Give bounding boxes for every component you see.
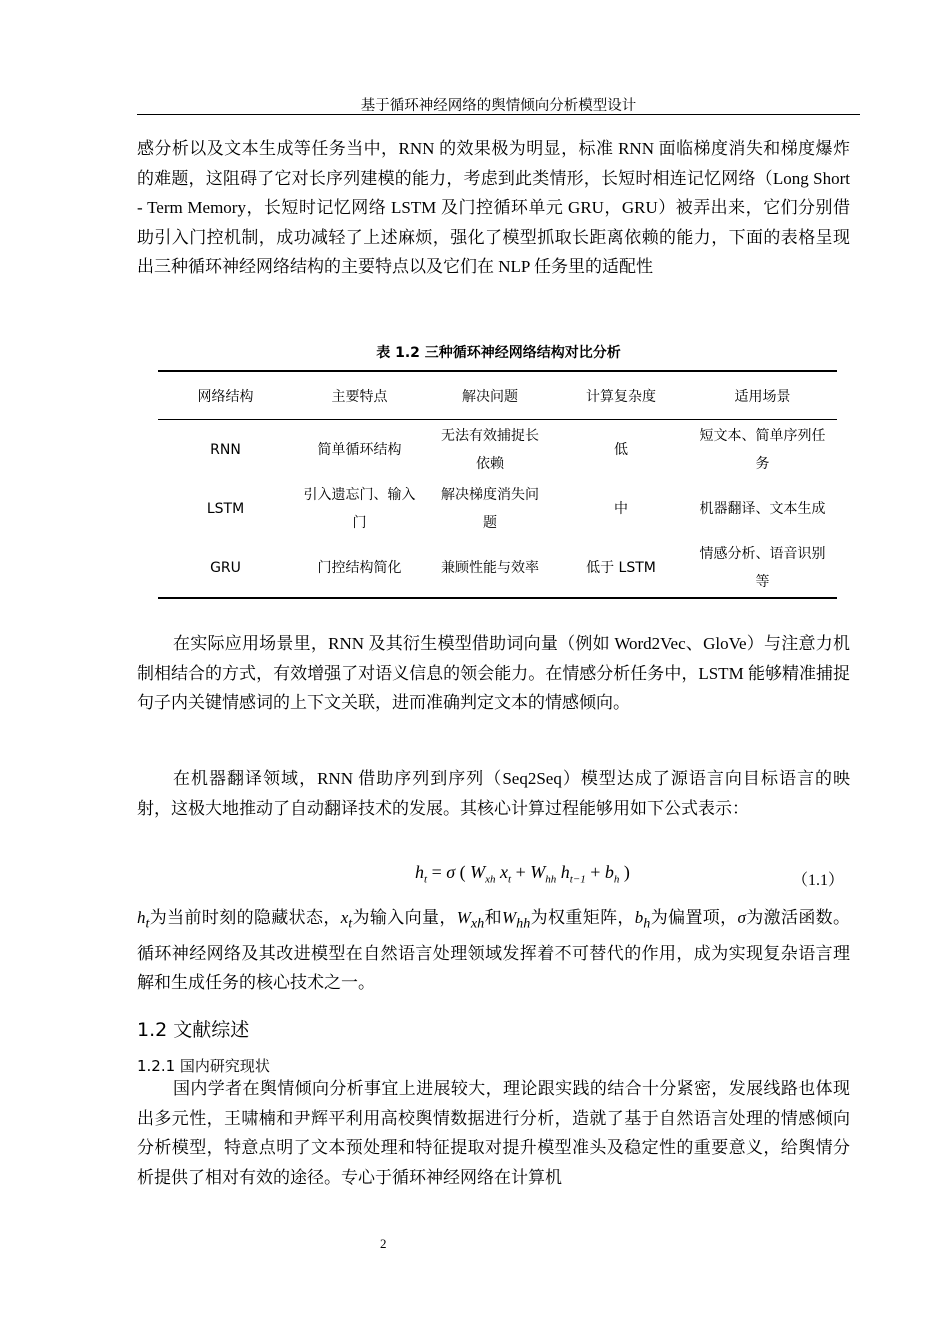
application-paragraph: 在实际应用场景里，RNN 及其衍生模型借助词向量（例如 Word2Vec、GloVe）与注意力机制相结合的方式，有效增强了对语义信息的领会能力。在情感分析任务中，LSTM 能够精准捕捉句子内关键情感词的上下文关联，进而准确判定文本的情感倾向。 (137, 634, 850, 712)
intro-paragraph: 感分析以及文本生成等任务当中，RNN 的效果极为明显，标准 RNN 面临梯度消失和梯度爆炸的难题，这阻碍了它对长序列建模的能力，考虑到此类情形，长短时相连记忆网络（Long Short - Term Memory，长短时记忆网络 LSTM 及门控循环单元 GRU，GRU）被弄出来，它们分别借助引入门控机制，成功减轻了上述麻烦，强化了模型抓取长距离依赖的能力，下面的表格呈现出三种循环神经网络结构的主要特点以及它们在 NLP 任务里的适配性 (137, 139, 850, 276)
table-header-cell: 适用场景 (688, 371, 837, 420)
table-caption: 表 1.2 三种循环神经网络结构对比分析 (376, 345, 621, 361)
section-heading: 1.2 文献综述 (137, 1019, 250, 1041)
table-cell: 低 (614, 441, 628, 458)
table-header-cell: 计算复杂度 (554, 371, 688, 420)
equation-number: （1.1） (792, 872, 845, 889)
table-cell: 低于 LSTM (554, 538, 688, 598)
comparison-table (158, 370, 837, 599)
table-header-row (158, 371, 837, 420)
domestic-research-paragraph: 国内学者在舆情倾向分析事宜上进展较大，理论跟实践的结合十分紧密，发展线路也体现出多元性，王啸楠和尹辉平利用高校舆情数据进行分析，造就了基于自然语言处理的情感倾向分析模型，特意点明了文本预处理和特征提取对提升模型准头及稳定性的重要意义，给舆情分析提供了相对有效的途径。专心于循环神经网络在计算机 (137, 1079, 850, 1187)
table-cell: 兼顾性能与效率 (426, 538, 554, 598)
running-header: 基于循环神经网络的舆情倾向分析模型设计 (360, 98, 637, 114)
subsection-heading: 1.2.1 国内研究现状 (137, 1057, 270, 1075)
table-cell: 短文本、简单序列任务 (699, 427, 826, 472)
table-header-cell: 解决问题 (426, 371, 554, 420)
page-number: 2 (380, 1236, 387, 1251)
explanation-paragraph: $h_t$为当前时刻的隐藏状态，$x_t$为输入向量，$W_{xh}$和$W_{hh}$为权重矩阵，$b_h$为偏置项，σ为激活函数。循环神经网络及其改进模型在自然语言处理领域发挥着不可替代的作用，成为实现复杂语言理解和生成任务的核心技术之一。 (137, 908, 851, 993)
translation-paragraph: 在机器翻译领域，RNN 借助序列到序列（Seq2Seq）模型达成了源语言向目标语言的映射，这极大地推动了自动翻译技术的发展。其核心计算过程能够用如下公式表示： (137, 769, 850, 818)
table-cell: 机器翻译、文本生成 (699, 500, 826, 517)
table-header-cell: 网络结构 (158, 371, 293, 420)
table-cell: 简单循环结构 (317, 441, 402, 458)
table-cell: 情感分析、语音识别等 (688, 538, 837, 598)
table-row (158, 420, 837, 480)
table-cell: 门控结构简化 (293, 538, 426, 598)
table-cell: LSTM (206, 500, 245, 517)
formula: $h_t = \sigma$ ( $W_{xh}$ $x_t + W_{hh}$ $h_{t-1} + b_h$ ) (415, 862, 630, 886)
table-cell: 解决梯度消失问题 (441, 486, 539, 531)
table-cell: GRU (158, 538, 293, 598)
table-cell: 中 (614, 500, 628, 517)
table-header-cell: 主要特点 (293, 371, 426, 420)
table-cell: RNN (210, 441, 241, 458)
header-rule (137, 114, 860, 115)
table-cell: 引入遗忘门、输入门 (303, 486, 416, 531)
table-row (158, 538, 837, 598)
table-row (158, 479, 837, 538)
table-cell: 无法有效捕捉长依赖 (441, 427, 539, 472)
